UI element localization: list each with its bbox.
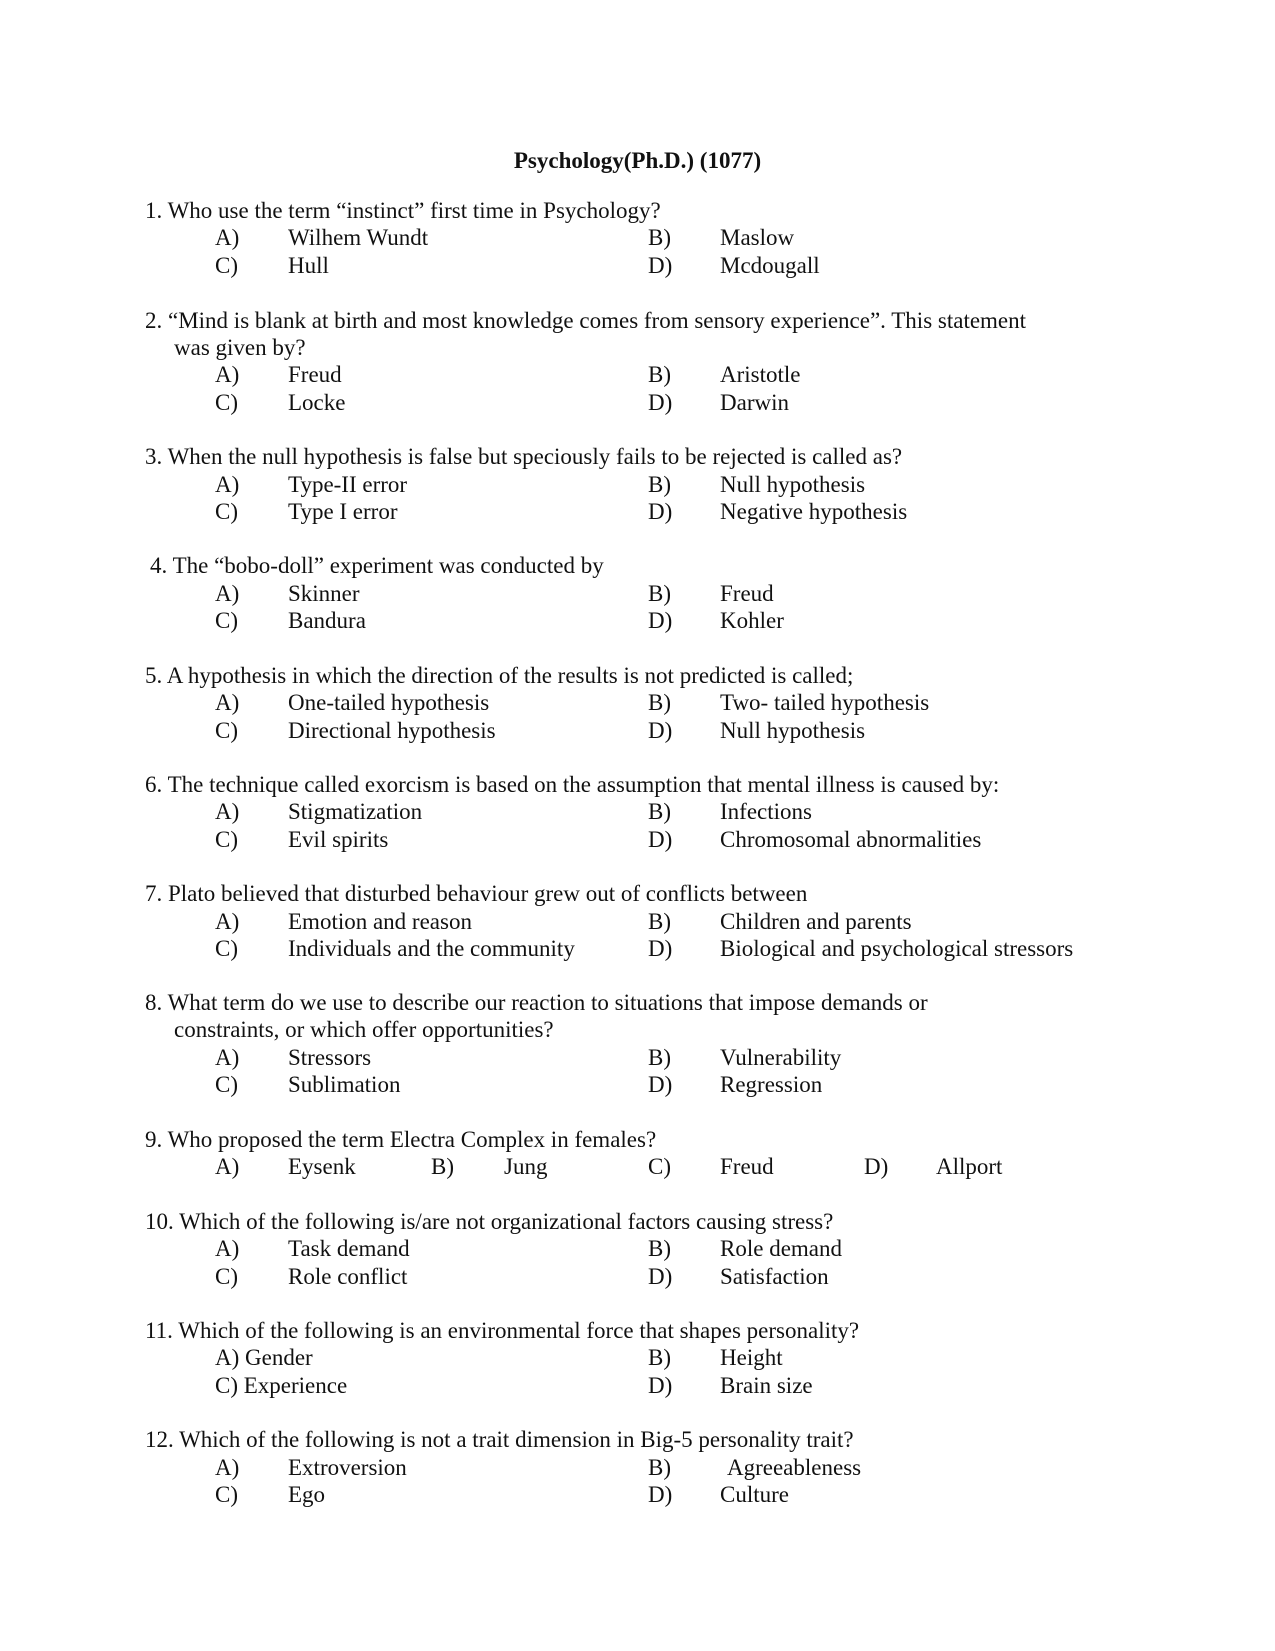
option-label: D) [648,390,673,415]
question-text: 4. The “bobo-doll” experiment was conducted by [150,553,604,578]
option-b: Vulnerability [720,1045,842,1070]
option-label: D) [648,718,673,743]
question-text: 8. What term do we use to describe our reaction to situations that impose demands or [145,990,928,1015]
option-a: Emotion and reason [288,909,472,934]
option-c: Directional hypothesis [288,718,496,743]
option-label: D) [648,1072,673,1097]
option-label: D) [648,499,673,524]
option-label: D) [648,1482,673,1507]
option-c: Individuals and the community [288,936,575,961]
option-label: B) [648,1345,671,1370]
question-text: 9. Who proposed the term Electra Complex in females? [145,1127,657,1152]
option-b: Jung [504,1154,548,1179]
option-c: C) Experience [215,1373,348,1398]
option-label: C) [215,253,238,278]
question-text-continued: was given by? [174,335,306,360]
option-label: C) [215,1072,238,1097]
option-label: B) [648,1236,671,1261]
option-a: One-tailed hypothesis [288,690,490,715]
option-d: Kohler [720,608,784,633]
option-label: B) [648,225,671,250]
option-c: Hull [288,253,329,278]
option-d: Biological and psychological stressors [720,936,1074,961]
option-d: Chromosomal abnormalities [720,827,982,852]
option-a: Eysenk [288,1154,356,1179]
option-label: A) [215,1236,240,1261]
option-c: Type I error [288,499,398,524]
option-label: B) [648,472,671,497]
option-label: C) [215,1264,238,1289]
option-b: Role demand [720,1236,842,1261]
option-label: A) [215,1455,240,1480]
option-label: A) [215,472,240,497]
option-label: D) [648,1264,673,1289]
option-a: Task demand [288,1236,410,1261]
option-label: A) [215,799,240,824]
option-d: Null hypothesis [720,718,866,743]
question-text: 10. Which of the following is/are not organizational factors causing stress? [145,1209,834,1234]
option-d: Negative hypothesis [720,499,908,524]
question-text: 7. Plato believed that disturbed behaviour grew out of conflicts between [145,881,808,906]
option-label: B) [648,1455,671,1480]
option-d: Brain size [720,1373,813,1398]
option-label: B) [648,362,671,387]
option-b: Maslow [720,225,795,250]
option-d: Culture [720,1482,789,1507]
option-label: C) [215,718,238,743]
question-text: 2. “Mind is blank at birth and most knowledge comes from sensory experience”. This statement [145,308,1027,333]
option-label: A) [215,225,240,250]
option-c: Ego [288,1482,326,1507]
option-c: Freud [720,1154,774,1179]
option-label: B) [431,1154,454,1179]
option-c: Locke [288,390,346,415]
option-b: Agreeableness [727,1455,862,1480]
option-label: A) [215,909,240,934]
option-d: Darwin [720,390,789,415]
option-label: A) [215,1045,240,1070]
option-label: B) [648,1045,671,1070]
option-d: Satisfaction [720,1264,829,1289]
option-b: Freud [720,581,774,606]
option-label: B) [648,909,671,934]
option-label: D) [648,1373,673,1398]
option-a: Freud [288,362,342,387]
option-label: D) [648,608,673,633]
question-text: 1. Who use the term “instinct” first time in Psychology? [145,198,661,223]
option-a: Stigmatization [288,799,423,824]
option-a: Wilhem Wundt [288,225,429,250]
option-d: Allport [936,1154,1003,1179]
option-label: C) [215,608,238,633]
option-label: A) [215,1154,240,1179]
option-label: C) [215,1482,238,1507]
option-label: C) [215,499,238,524]
option-a: Type-II error [288,472,408,497]
option-a: Extroversion [288,1455,407,1480]
question-text: 11. Which of the following is an environmental force that shapes personality? [145,1318,860,1343]
option-label: C) [648,1154,671,1179]
option-d: Regression [720,1072,823,1097]
option-label: D) [648,253,673,278]
option-label: D) [864,1154,889,1179]
option-a: Skinner [288,581,360,606]
option-label: B) [648,581,671,606]
option-c: Sublimation [288,1072,401,1097]
question-text-continued: constraints, or which offer opportunities? [174,1017,554,1042]
option-label: C) [215,827,238,852]
option-a: Stressors [288,1045,372,1070]
option-b: Null hypothesis [720,472,866,497]
question-text: 3. When the null hypothesis is false but speciously fails to be rejected is called as? [145,444,903,469]
option-label: D) [648,827,673,852]
question-text: 5. A hypothesis in which the direction of the results is not predicted is called; [145,663,854,688]
option-label: B) [648,690,671,715]
option-label: C) [215,390,238,415]
option-label: D) [648,936,673,961]
option-label: A) [215,362,240,387]
option-b: Children and parents [720,909,912,934]
question-text: 6. The technique called exorcism is based on the assumption that mental illness is caused by: [145,772,1000,797]
option-c: Evil spirits [288,827,389,852]
option-label: A) [215,690,240,715]
option-b: Aristotle [720,362,801,387]
option-b: Two- tailed hypothesis [720,690,930,715]
option-c: Bandura [288,608,366,633]
option-c: Role conflict [288,1264,408,1289]
option-b: Height [720,1345,783,1370]
option-label: C) [215,936,238,961]
question-text: 12. Which of the following is not a trait dimension in Big-5 personality trait? [145,1427,854,1452]
page-title: Psychology(Ph.D.) (1077) [513,148,762,173]
option-b: Infections [720,799,812,824]
option-a: A) Gender [215,1345,313,1370]
option-label: A) [215,581,240,606]
option-d: Mcdougall [720,253,820,278]
option-label: B) [648,799,671,824]
